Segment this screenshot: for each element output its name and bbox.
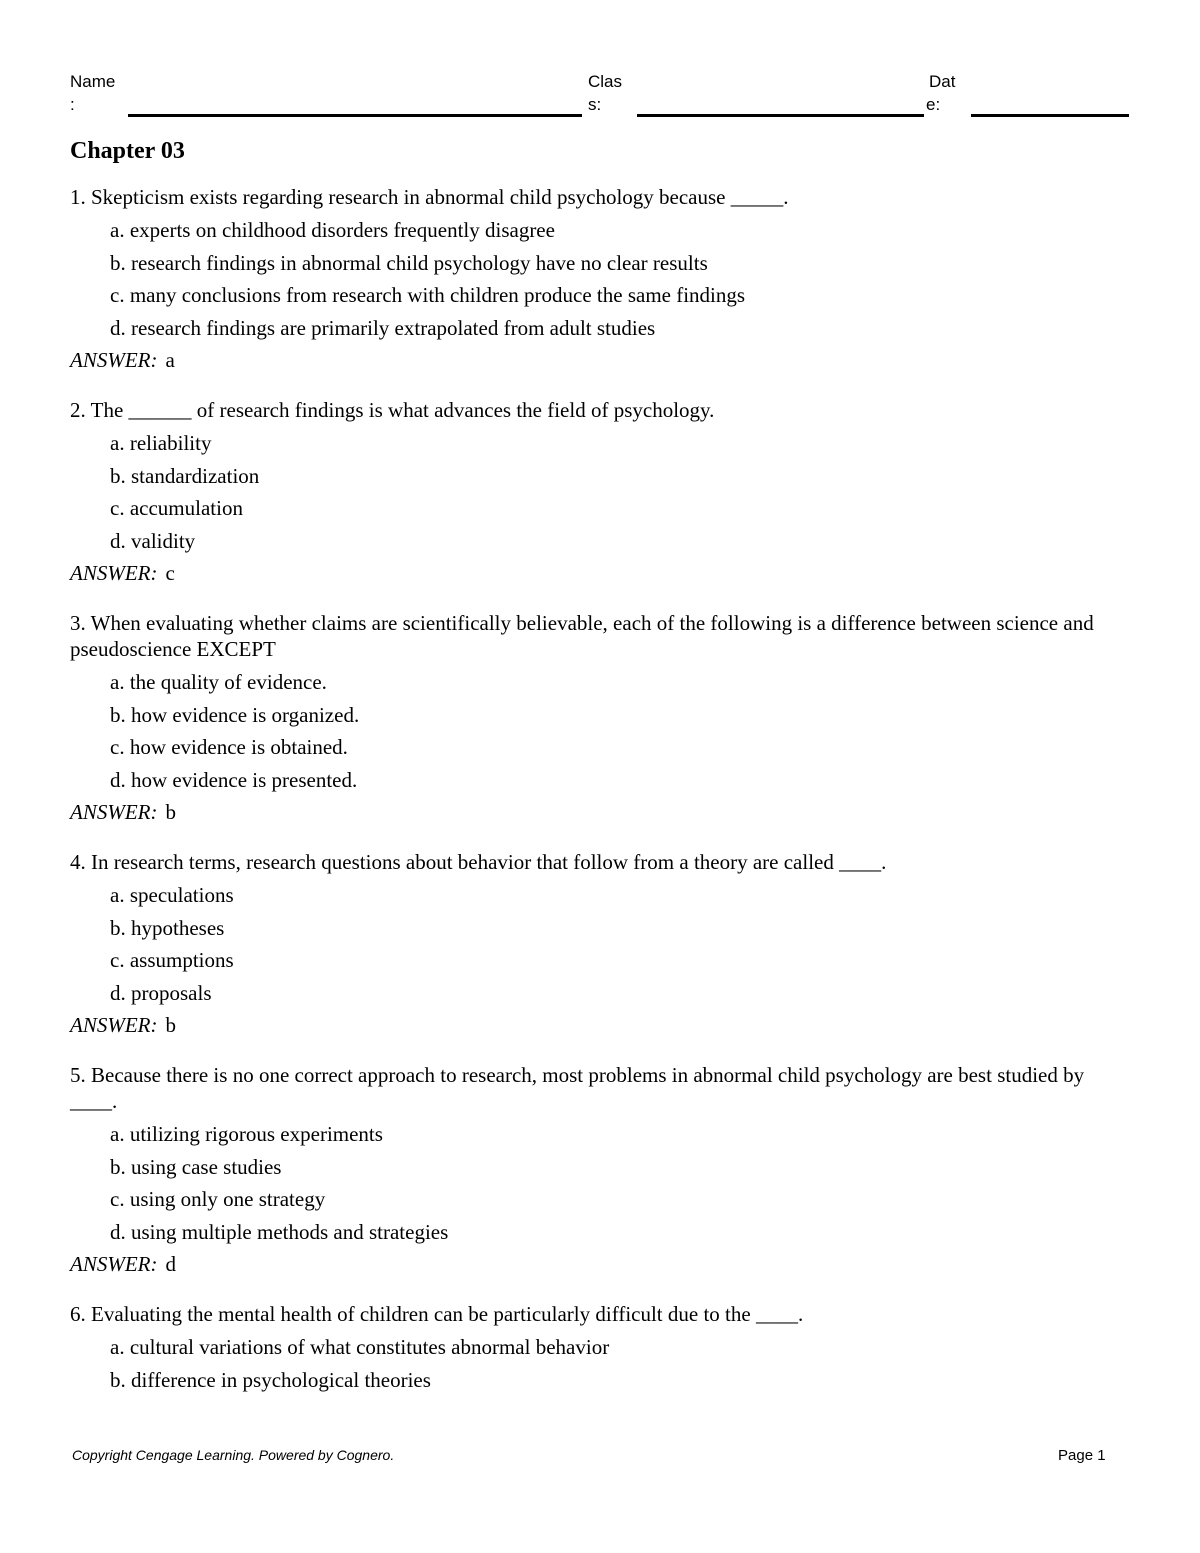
question-2 (70, 397, 1120, 590)
question-4 (70, 849, 1120, 1042)
option-c: c. assumptions (110, 948, 234, 972)
answer-value: c (165, 561, 175, 585)
class-field-line[interactable] (637, 114, 924, 117)
answer-label: ANSWER: (70, 1013, 158, 1037)
option-b: b. using case studies (110, 1154, 282, 1179)
question-stem: 3. When evaluating whether claims are scientifically believable, each of the following is a difference between science and pseudoscience EXCEPT (70, 611, 1094, 661)
question-5 (70, 1062, 1120, 1281)
answer-line (70, 1009, 1120, 1042)
option-b: b. difference in psychological theories (110, 1367, 431, 1392)
option-c: c. how evidence is obtained. (110, 735, 348, 759)
option-a: a. the quality of evidence. (110, 670, 327, 694)
name-label: Name (70, 72, 116, 91)
answer-line (70, 796, 1120, 829)
option-a: a. cultural variations of what constitutes abnormal behavior (110, 1335, 610, 1359)
option-a: a. speculations (110, 883, 234, 907)
option-b: b. how evidence is organized. (110, 702, 360, 727)
option-d: d. using multiple methods and strategies (110, 1219, 449, 1244)
option-a: a. experts on childhood disorders frequently disagree (110, 218, 555, 242)
answer-label: ANSWER: (70, 800, 158, 824)
option-a: a. utilizing rigorous experiments (110, 1122, 383, 1146)
option-c: c. accumulation (110, 496, 243, 520)
option-a: a. reliability (110, 431, 212, 455)
answer-value: b (165, 800, 176, 824)
question-stem: 2. The ______ of research findings is what advances the field of psychology. (70, 398, 715, 422)
question-stem: 1. Skepticism exists regarding research in abnormal child psychology because _____. (70, 185, 789, 209)
option-c: c. many conclusions from research with children produce the same findings (110, 283, 746, 307)
option-b: b. hypotheses (110, 915, 225, 940)
question-6 (70, 1301, 1120, 1396)
question-stem: 4. In research terms, research questions about behavior that follow from a theory are called ____. (70, 850, 887, 874)
answer-label: ANSWER: (70, 348, 158, 372)
date-field-line[interactable] (971, 114, 1129, 117)
date-label: Dat (929, 72, 956, 91)
name-label-colon: : (70, 95, 75, 114)
question-stem: 5. Because there is no one correct approach to research, most problems in abnormal child psychology are best studied by ____. (70, 1063, 1085, 1113)
question-1 (70, 184, 1120, 377)
page-number: Page 1 (1058, 1447, 1106, 1464)
option-c: c. using only one strategy (110, 1187, 326, 1211)
question-stem: 6. Evaluating the mental health of children can be particularly difficult due to the ____. (70, 1302, 804, 1326)
question-3 (70, 610, 1120, 829)
option-d: d. validity (110, 528, 196, 553)
answer-label: ANSWER: (70, 561, 158, 585)
answer-line (70, 557, 1120, 590)
option-b: b. standardization (110, 463, 260, 488)
answer-value: a (165, 348, 175, 372)
option-d: d. how evidence is presented. (110, 767, 358, 792)
option-d: d. research findings are primarily extrapolated from adult studies (110, 315, 656, 340)
name-field-line[interactable] (128, 114, 582, 117)
answer-line (70, 1248, 1120, 1281)
question-list (70, 184, 1120, 1416)
answer-value: b (165, 1013, 176, 1037)
answer-line (70, 344, 1120, 377)
date-label-suffix: e: (926, 95, 941, 114)
answer-value: d (165, 1252, 176, 1276)
answer-label: ANSWER: (70, 1252, 158, 1276)
copyright-footer: Copyright Cengage Learning. Powered by Cognero. (72, 1447, 395, 1463)
class-label-suffix: s: (588, 95, 602, 114)
class-label: Clas (588, 72, 623, 91)
option-d: d. proposals (110, 980, 212, 1005)
chapter-title: Chapter 03 (70, 138, 185, 164)
option-b: b. research findings in abnormal child psychology have no clear results (110, 250, 708, 275)
